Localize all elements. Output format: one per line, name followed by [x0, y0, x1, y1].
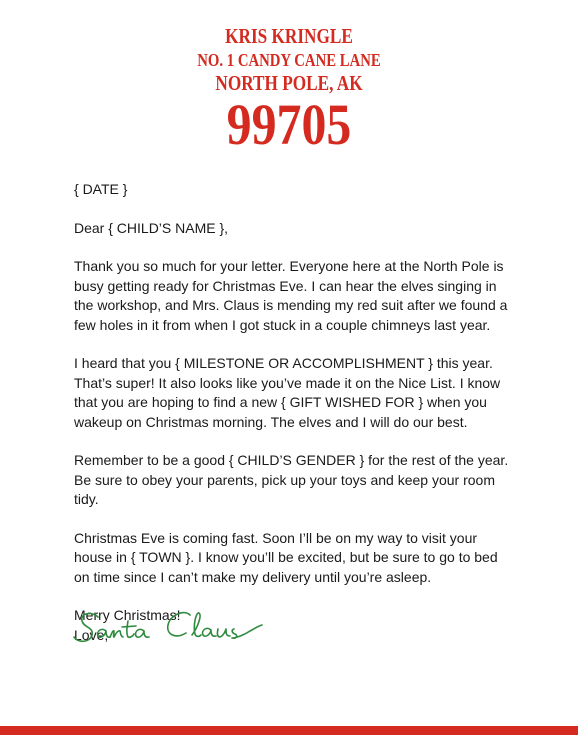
- footer-bar: [0, 726, 578, 735]
- letter-date: { DATE }: [74, 181, 128, 197]
- letter-greeting: Dear { CHILD’S NAME },: [74, 219, 229, 236]
- sender-city: NORTH POLE, AK: [215, 71, 363, 95]
- sender-zip: 99705: [226, 92, 352, 157]
- santa-signature: [72, 603, 302, 656]
- sender-name: KRIS KRINGLE: [225, 24, 353, 48]
- letter-paragraph-3: Remember to be a good { CHILD’S GENDER } for the rest of the year. Be sure to obey your parents, pick up your toys and keep your room tidy.: [74, 452, 509, 507]
- letter-closing-1: Merry Christmas!: [74, 607, 181, 623]
- letterhead: [0, 24, 578, 157]
- letter-paragraph-2: I heard that you { MILESTONE OR ACCOMPLISHMENT } this year. That’s super! It also looks like you’ve made it on the Nice List. I know that you are hoping to find a new { GIFT WISHED FOR } when you wakeup on Christmas morning. The elves and I will do our best.: [74, 355, 501, 430]
- letter-closing-2: Love,: [74, 626, 109, 643]
- letter-paragraph-4: Christmas Eve is coming fast. Soon I’ll be on my way to visit your house in { TOWN }. I know you’ll be excited, but be sure to go to bed on time since I can’t make my delivery until you’re asleep.: [74, 529, 498, 585]
- letter-paragraph-1: Thank you so much for your letter. Everyone here at the North Pole is busy getting ready for Christmas Eve. I can hear the elves singing in the workshop, and Mrs. Claus is mending my red suit after we found a few holes in it from when I got stuck in a couple chimneys last year.: [74, 258, 508, 333]
- letter-body: [74, 180, 514, 645]
- signature-drawing: [72, 603, 302, 651]
- sender-street: NO. 1 CANDY CANE LANE: [197, 50, 381, 70]
